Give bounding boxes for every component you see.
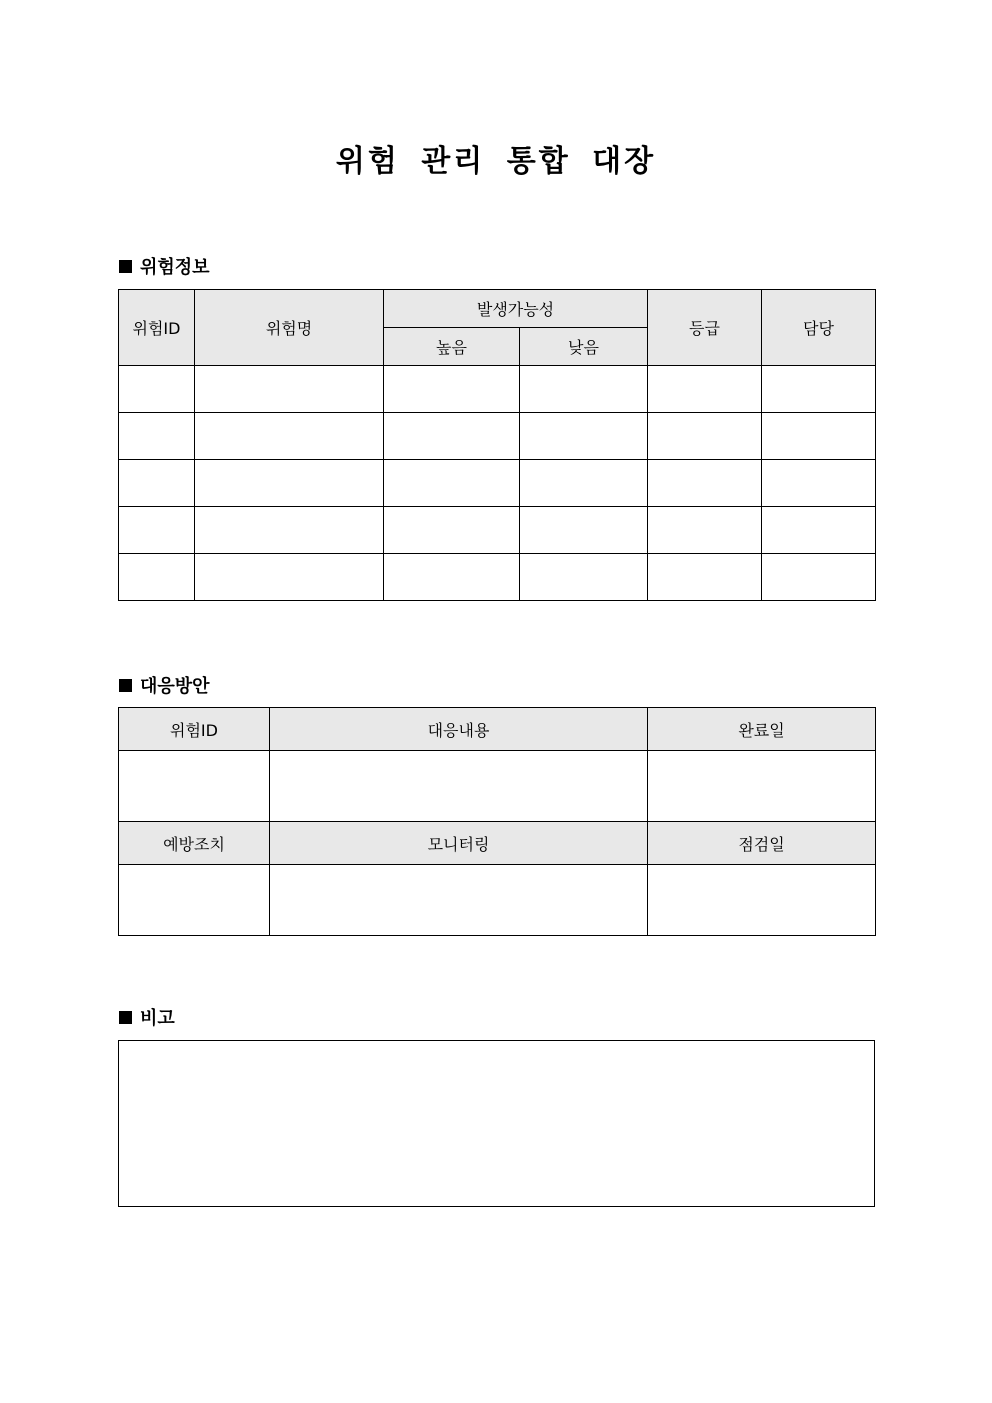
- col-header-response: 대응내용: [270, 708, 648, 751]
- remarks-box[interactable]: [118, 1040, 875, 1207]
- cell-low[interactable]: [520, 413, 648, 460]
- cell-risk-id[interactable]: [119, 460, 195, 507]
- col-header-risk-name: 위험명: [195, 290, 384, 366]
- cell-owner[interactable]: [762, 554, 876, 601]
- col-header-high: 높음: [384, 328, 520, 366]
- risk-info-heading-label: 위험정보: [140, 257, 210, 278]
- page-title: 위험 관리 통합 대장: [335, 144, 657, 179]
- col-header-prevention: 예방조치: [119, 822, 270, 865]
- cell-risk-name[interactable]: [195, 413, 384, 460]
- table-row: [119, 507, 876, 554]
- col-header-completion-date: 완료일: [648, 708, 876, 751]
- cell-risk-name[interactable]: [195, 554, 384, 601]
- cell-high[interactable]: [384, 366, 520, 413]
- cell-risk-id[interactable]: [119, 507, 195, 554]
- col-header-risk-id: 위험ID: [119, 290, 195, 366]
- risk-info-table: [118, 289, 876, 601]
- cell-grade[interactable]: [648, 554, 762, 601]
- cell-low[interactable]: [520, 366, 648, 413]
- cell-grade[interactable]: [648, 507, 762, 554]
- response-plan-heading: [119, 672, 210, 698]
- cell-high[interactable]: [384, 507, 520, 554]
- table-row: [119, 554, 876, 601]
- cell-inspection-date[interactable]: [648, 865, 876, 936]
- table-row: [119, 366, 876, 413]
- black-square-icon: [119, 260, 132, 273]
- cell-grade[interactable]: [648, 366, 762, 413]
- cell-owner[interactable]: [762, 366, 876, 413]
- table-row: [119, 413, 876, 460]
- cell-monitoring[interactable]: [270, 865, 648, 936]
- cell-risk-id[interactable]: [119, 413, 195, 460]
- cell-risk-id[interactable]: [119, 751, 270, 822]
- cell-risk-name[interactable]: [195, 507, 384, 554]
- cell-risk-name[interactable]: [195, 460, 384, 507]
- cell-low[interactable]: [520, 460, 648, 507]
- col-header-low: 낮음: [520, 328, 648, 366]
- col-header-likelihood: 발생가능성: [384, 290, 648, 328]
- cell-high[interactable]: [384, 413, 520, 460]
- risk-info-heading: [119, 253, 210, 279]
- remarks-heading-label: 비고: [140, 1008, 175, 1029]
- risk-info-header-row-1: [119, 290, 876, 328]
- cell-high[interactable]: [384, 460, 520, 507]
- cell-grade[interactable]: [648, 413, 762, 460]
- cell-risk-id[interactable]: [119, 554, 195, 601]
- cell-high[interactable]: [384, 554, 520, 601]
- cell-grade[interactable]: [648, 460, 762, 507]
- response-plan-table: [118, 707, 876, 936]
- col-header-inspection-date: 점검일: [648, 822, 876, 865]
- response-plan-heading-label: 대응방안: [140, 676, 210, 697]
- table-row: [119, 865, 876, 936]
- col-header-grade: 등급: [648, 290, 762, 366]
- cell-risk-name[interactable]: [195, 366, 384, 413]
- black-square-icon: [119, 679, 132, 692]
- cell-response[interactable]: [270, 751, 648, 822]
- cell-low[interactable]: [520, 554, 648, 601]
- col-header-owner: 담당: [762, 290, 876, 366]
- cell-owner[interactable]: [762, 460, 876, 507]
- cell-prevention[interactable]: [119, 865, 270, 936]
- table-row: [119, 751, 876, 822]
- cell-owner[interactable]: [762, 413, 876, 460]
- cell-owner[interactable]: [762, 507, 876, 554]
- remarks-heading: [119, 1004, 175, 1030]
- table-row: [119, 460, 876, 507]
- cell-risk-id[interactable]: [119, 366, 195, 413]
- response-header-row-2: [119, 822, 876, 865]
- col-header-monitoring: 모니터링: [270, 822, 648, 865]
- response-header-row-1: [119, 708, 876, 751]
- cell-low[interactable]: [520, 507, 648, 554]
- cell-completion-date[interactable]: [648, 751, 876, 822]
- black-square-icon: [119, 1011, 132, 1024]
- col-header-risk-id: 위험ID: [119, 708, 270, 751]
